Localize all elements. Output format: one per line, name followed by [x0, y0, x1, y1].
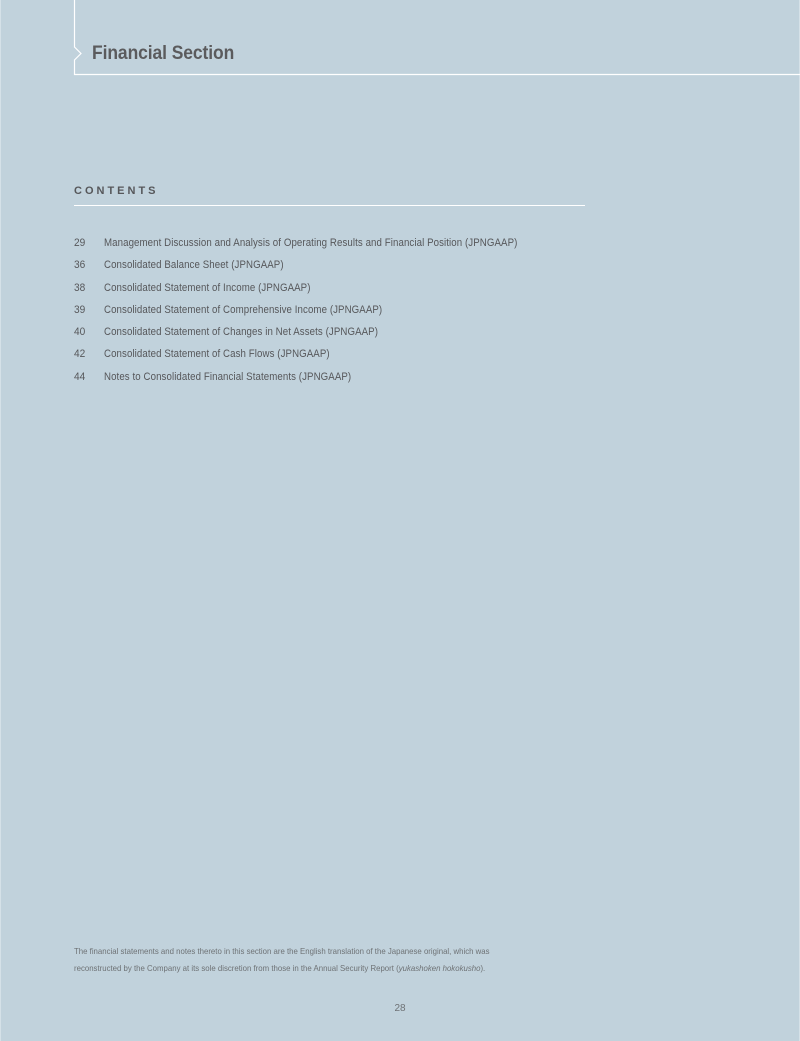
footnote-line-2: [74, 960, 589, 977]
footnote-line-2-end: ).: [480, 963, 486, 973]
toc-title: Management Discussion and Analysis of Operating Results and Financial Position (JPNGAAP): [104, 237, 518, 249]
toc-page-number: 44: [74, 370, 86, 383]
toc-title: Consolidated Statement of Income (JPNGAAP): [104, 281, 311, 294]
toc-page-number: 42: [74, 348, 86, 361]
toc-title: Consolidated Statement of Comprehensive Income (JPNGAAP): [104, 303, 383, 316]
toc-item[interactable]: [74, 371, 574, 393]
toc-page-number: 38: [74, 281, 86, 294]
contents-divider: [74, 205, 585, 206]
section-header-frame: [0, 0, 800, 80]
toc-title: Consolidated Statement of Cash Flows (JPNGAAP): [104, 348, 330, 361]
page-number: 28: [394, 1003, 406, 1014]
toc-page-number: 36: [74, 259, 86, 272]
footnote-line-2-text: reconstructed by the Company at its sole discretion from those in the Annual Security Report (: [74, 963, 399, 973]
footnote-line-1: The financial statements and notes thereto in this section are the English translation of the Japanese original, which was: [74, 946, 490, 956]
toc-item[interactable]: [74, 282, 574, 304]
toc-item[interactable]: [74, 237, 574, 259]
toc-item[interactable]: [74, 304, 574, 326]
table-of-contents: [74, 237, 574, 393]
contents-heading: CONTENTS: [74, 185, 159, 197]
toc-title: Notes to Consolidated Financial Statements (JPNGAAP): [104, 370, 352, 383]
chevron-frame-icon: [0, 0, 800, 80]
toc-item[interactable]: [74, 259, 574, 281]
toc-item[interactable]: [74, 348, 574, 370]
toc-page-number: 40: [74, 326, 86, 339]
footnote-italic-term: yukashoken hokokusho: [398, 963, 481, 973]
toc-item[interactable]: [74, 326, 574, 348]
toc-title: Consolidated Balance Sheet (JPNGAAP): [104, 259, 284, 272]
page-edge-left: [0, 0, 1, 1041]
toc-title: Consolidated Statement of Changes in Net Assets (JPNGAAP): [104, 326, 379, 339]
toc-page-number: 39: [74, 303, 86, 316]
toc-page-number: 29: [74, 237, 86, 249]
section-title: Financial Section: [92, 43, 235, 64]
translation-footnote: [74, 943, 589, 977]
